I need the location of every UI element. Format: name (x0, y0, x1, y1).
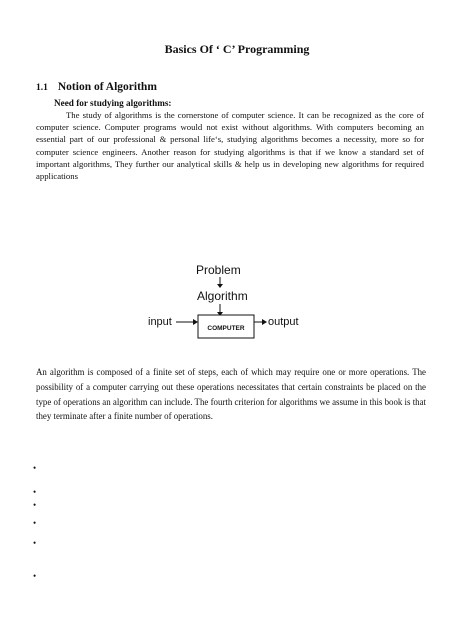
subheading: Need for studying algorithms: (54, 98, 172, 108)
diagram-problem-label: Problem (196, 263, 241, 277)
bullet-point: • (33, 518, 37, 528)
paragraph-intro-text: The study of algorithms is the cornerstone of computer science. It can be recognized as the core of computer science. Computer programs would not exist without algorithms. With computers becoming an essential part of our professional & personal life‘s, studying algorithms becomes a necessity, more so for computer science engineers. Another reason for studying algorithms is that if we know a standard set of important algorithms, They further our analytical skills & help us in developing new algorithms for required applications (36, 110, 424, 182)
paragraph-definition: An algorithm is composed of a finite set of steps, each of which may require one or more operations. The possibility of a computer carrying out these operations necessitates that certain constraints be placed on the type of operations an algorithm can include. The fourth criterion for algorithms we assume in this book is that they terminate after a finite number of operations. (36, 367, 426, 422)
section-number: 1.1 (36, 83, 48, 93)
arrowhead-right-icon (262, 319, 267, 325)
bullet-point: • (33, 487, 37, 497)
bullet-point: • (33, 463, 37, 473)
algorithm-diagram (140, 255, 360, 350)
diagram-computer-label: COMPUTER (207, 325, 245, 332)
arrowhead-down-icon (217, 284, 223, 288)
bullet-point: • (33, 538, 37, 548)
section-heading (36, 81, 157, 93)
diagram-output-label: output (268, 316, 299, 328)
bullet-point: • (33, 500, 37, 510)
page-title: Basics Of ‘ C’ Programming (164, 42, 310, 56)
diagram-input-label: input (148, 316, 172, 328)
section-title: Notion of Algorithm (57, 81, 157, 93)
arrowhead-right-icon (193, 319, 198, 325)
bullet-point: • (33, 571, 37, 581)
diagram-algorithm-label: Algorithm (197, 289, 248, 303)
paragraph-intro (36, 109, 424, 182)
